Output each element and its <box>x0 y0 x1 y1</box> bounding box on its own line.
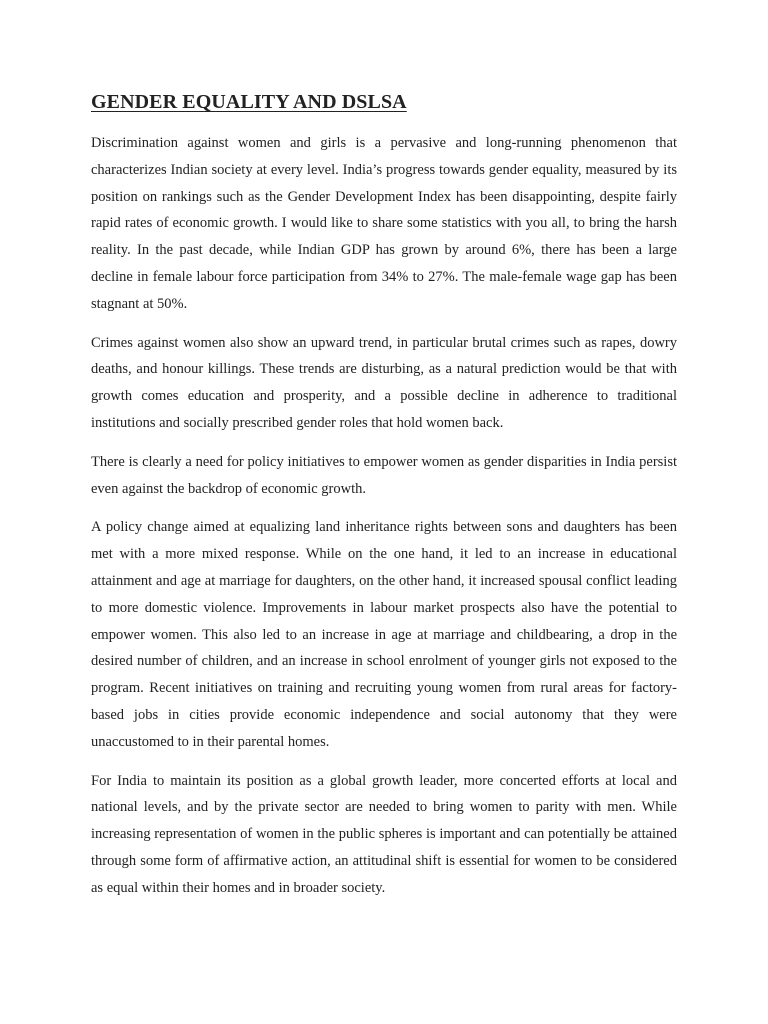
paragraph-policy-need: There is clearly a need for policy initiatives to empower women as gender disparities in India persist even against the backdrop of economic growth. <box>91 453 677 497</box>
paragraph-land-inheritance-policy: A policy change aimed at equalizing land inheritance rights between sons and daughters has been met with a more mixed response. While on the one hand, it led to an increase in educational attainment and age at marriage for daughters, on the other hand, it increased spousal conflict leading to more domestic violence. Improvements in labour market prospects also have the potential to empower women. This also led to an increase in age at marriage and childbearing, a drop in the desired number of children, and an increase in school enrolment of younger girls not exposed to the program. Recent initiatives on training and recruiting young women from rural areas for factory-based jobs in cities provide economic independence and social autonomy that they were unaccustomed to in their parental homes. <box>91 519 677 750</box>
paragraph-gender-discrimination: Discrimination against women and girls is a pervasive and long-running phenomenon that characterizes Indian society at every level. India’s progress towards gender equality, measured by its position on rankings such as the Gender Development Index has been disappointing, despite fairly rapid rates of economic growth. I would like to share some statistics with you all, to bring the harsh reality. In the past decade, while Indian GDP has grown by around 6%, there has been a large decline in female labour force participation from 34% to 27%. The male-female wage gap has been stagnant at 50%. <box>91 135 677 312</box>
document-title: GENDER EQUALITY AND DSLSA <box>91 91 407 113</box>
paragraph-growth-leader: For India to maintain its position as a global growth leader, more concerted efforts at local and national levels, and by the private sector are needed to bring women to parity with men. While increasing representation of women in the public spheres is important and can potentially be attained through some form of affirmative action, an attitudinal shift is essential for women to be considered as equal within their homes and in broader society. <box>91 772 677 896</box>
paragraph-crimes-against-women: Crimes against women also show an upward trend, in particular brutal crimes such as rapes, dowry deaths, and honour killings. These trends are disturbing, as a natural prediction would be that with growth comes education and prosperity, and a possible decline in adherence to traditional institutions and socially prescribed gender roles that hold women back. <box>91 334 677 431</box>
document-page <box>91 90 677 914</box>
